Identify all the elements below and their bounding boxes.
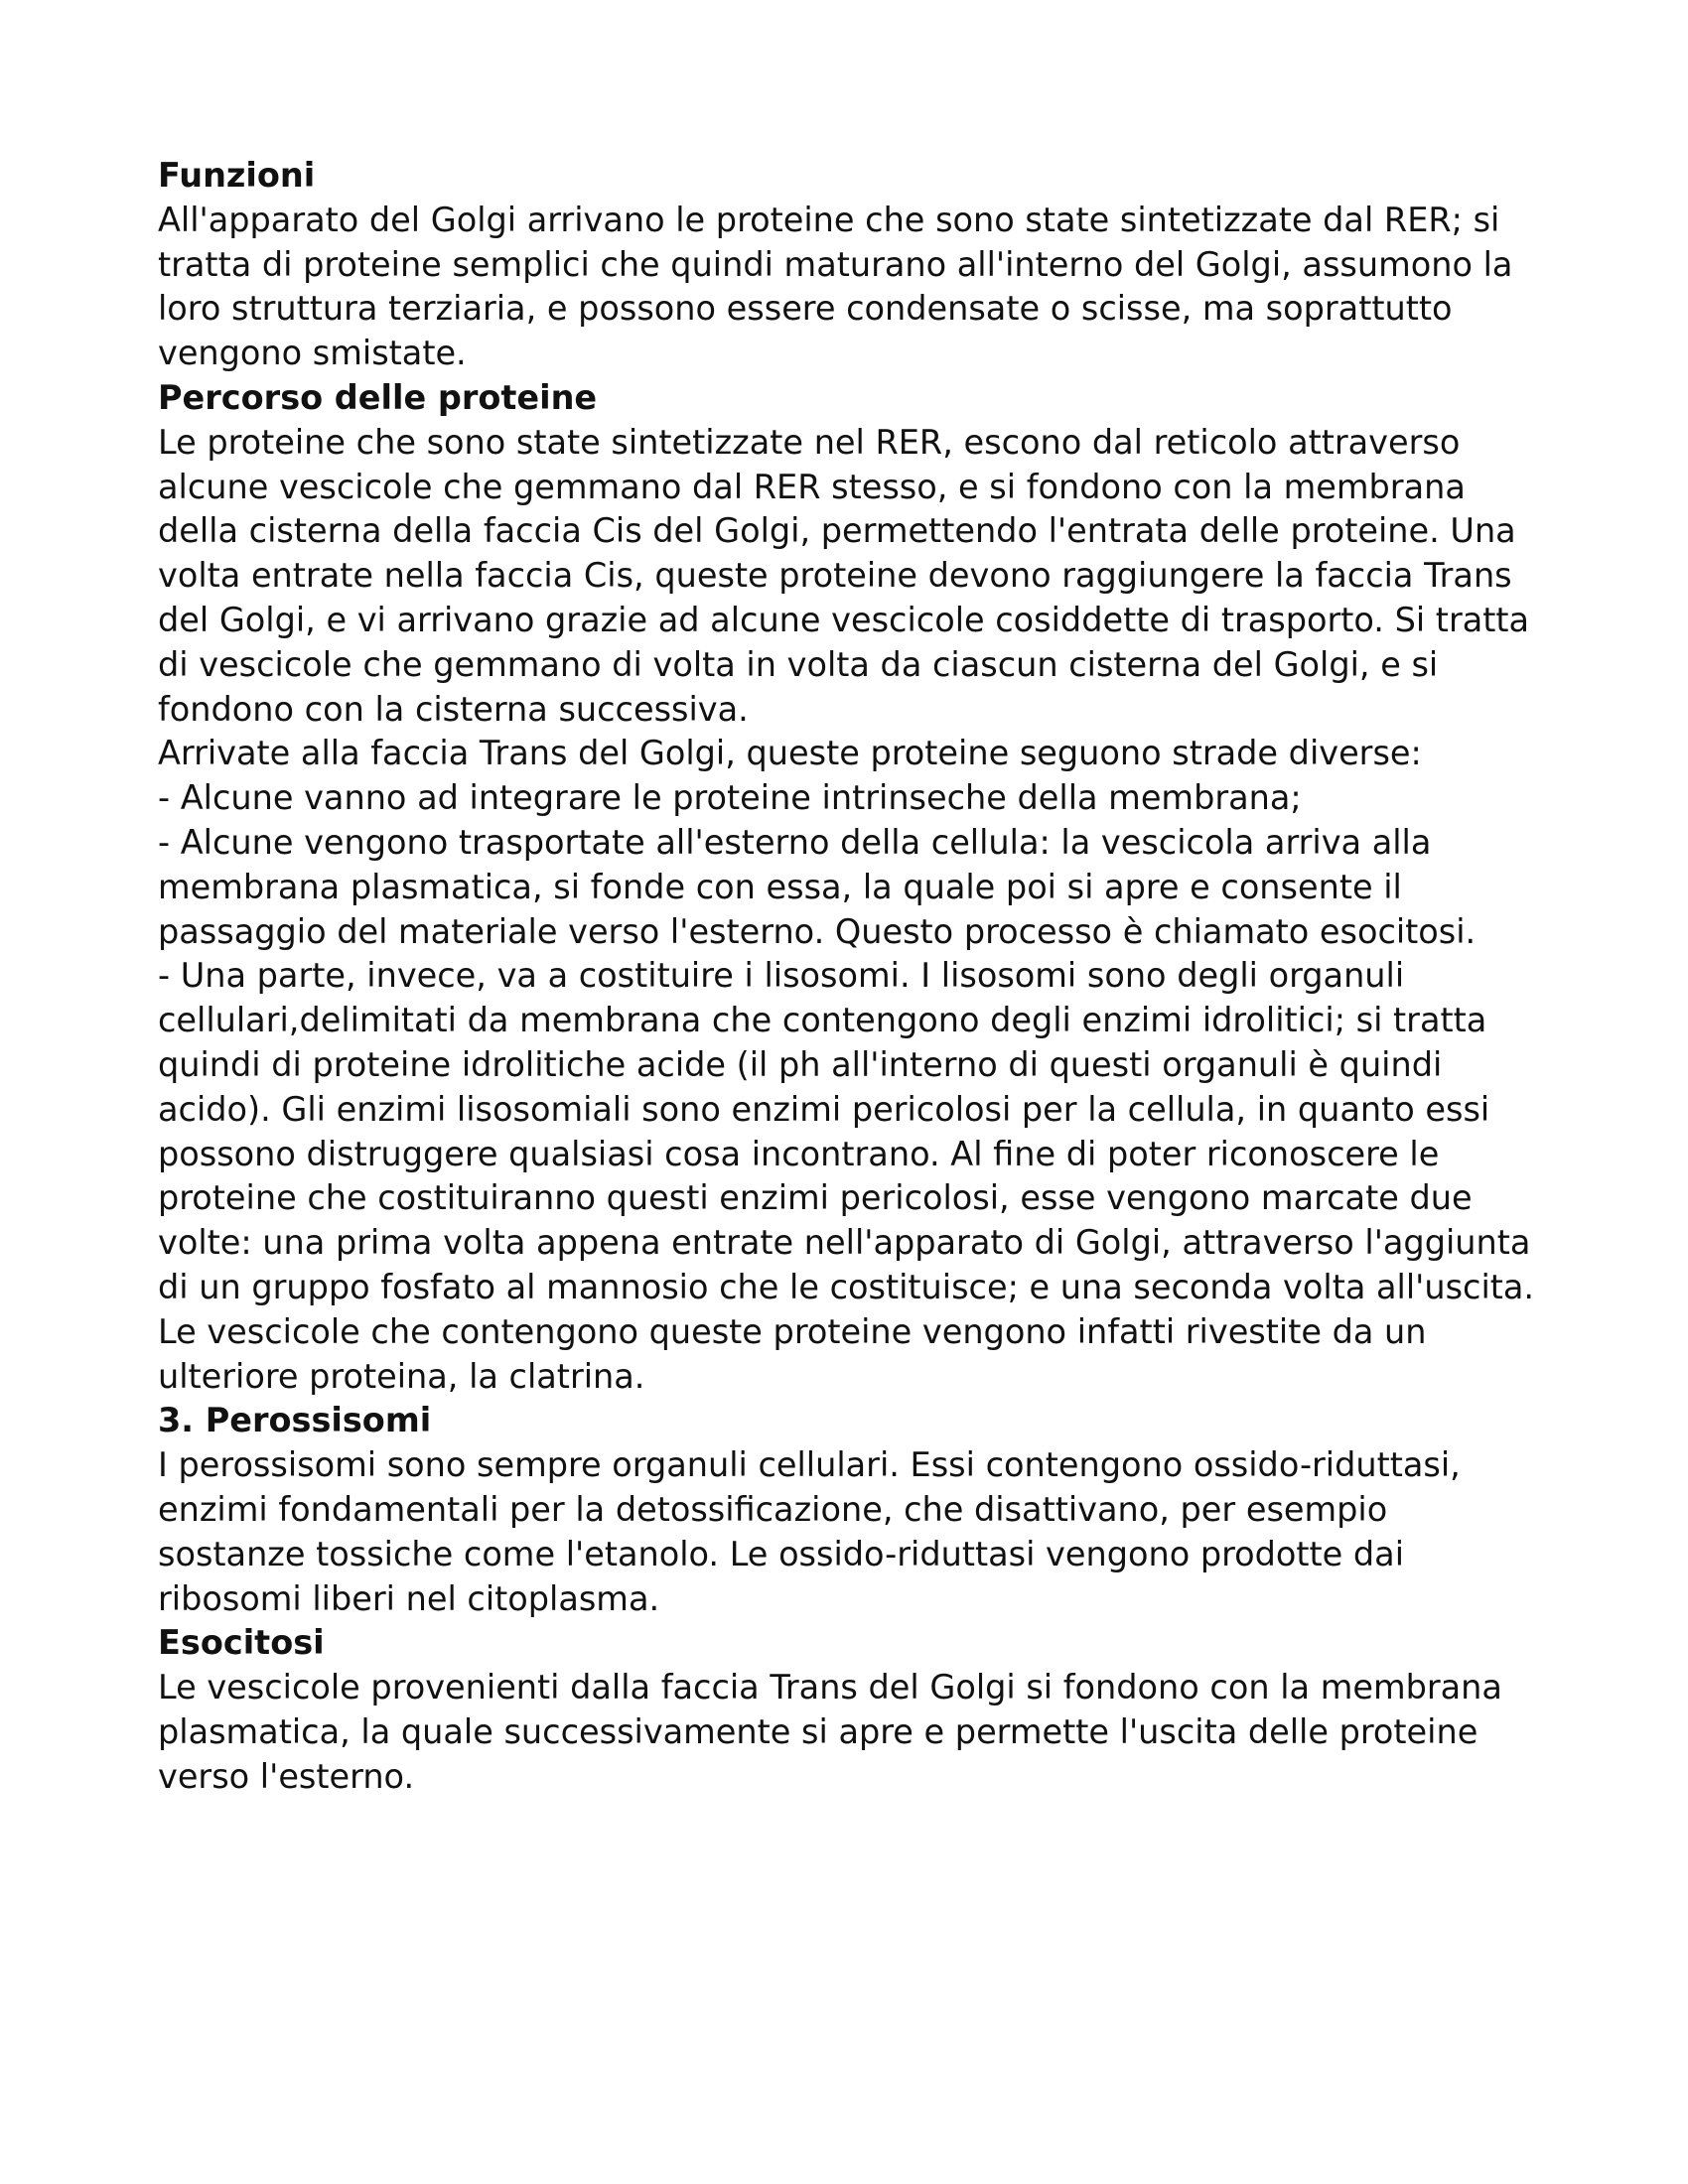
section-heading: 3. Perossisomi <box>158 1401 432 1440</box>
text-line: verso l'esterno. <box>158 1756 415 1796</box>
text-line: possono distruggere qualsiasi cosa incontrano. Al fine di poter riconoscere le <box>158 1134 1440 1173</box>
text-line: - Alcune vanno ad integrare le proteine intrinseche della membrana; <box>158 778 1302 818</box>
text-line: - Una parte, invece, va a costituire i lisosomi. I lisosomi sono degli organuli <box>158 956 1405 996</box>
text-line: di un gruppo fosfato al mannosio che le costituisce; e una seconda volta all'uscita. <box>158 1267 1535 1306</box>
text-line: quindi di proteine idrolitiche acide (il ph all'interno di questi organuli è quindi <box>158 1044 1443 1084</box>
document-page <box>158 154 1568 1799</box>
section-heading: Esocitosi <box>158 1623 325 1663</box>
text-line: ribosomi liberi nel citoplasma. <box>158 1578 660 1618</box>
text-line: Arrivate alla faccia Trans del Golgi, queste proteine seguono strade diverse: <box>158 734 1422 773</box>
text-line: acido). Gli enzimi lisosomiali sono enzimi pericolosi per la cellula, in quanto essi <box>158 1089 1490 1129</box>
text-line: volta entrate nella faccia Cis, queste proteine devono raggiungere la faccia Trans <box>158 556 1512 596</box>
section-heading: Percorso delle proteine <box>158 377 598 417</box>
text-line: loro struttura terziaria, e possono essere condensate o scisse, ma soprattutto <box>158 289 1453 329</box>
text-line: ulteriore proteina, la clatrina. <box>158 1356 645 1396</box>
text-line: Le proteine che sono state sintetizzate nel RER, escono dal reticolo attraverso <box>158 422 1461 462</box>
text-line: tratta di proteine semplici che quindi maturano all'interno del Golgi, assumono la <box>158 244 1513 284</box>
section-heading: Funzioni <box>158 156 316 195</box>
text-line: I perossisomi sono sempre organuli cellulari. Essi contengono ossido-riduttasi, <box>158 1445 1461 1485</box>
text-line: proteine che costituiranno questi enzimi pericolosi, esse vengono marcate due <box>158 1178 1473 1218</box>
text-line: passaggio del materiale verso l'esterno. Questo processo è chiamato esocitosi. <box>158 911 1477 951</box>
text-line: del Golgi, e vi arrivano grazie ad alcune vescicole cosiddette di trasporto. Si tratta <box>158 600 1530 639</box>
text-line: fondono con la cisterna successiva. <box>158 689 749 729</box>
text-line: enzimi fondamentali per la detossificazione, che disattivano, per esempio <box>158 1489 1388 1529</box>
text-line: sostanze tossiche come l'etanolo. Le ossido-riduttasi vengono prodotte dai <box>158 1534 1405 1573</box>
text-line: cellulari,delimitati da membrana che contengono degli enzimi idrolitici; si tratta <box>158 1001 1487 1040</box>
text-line: All'apparato del Golgi arrivano le proteine che sono state sintetizzate dal RER; si <box>158 200 1500 239</box>
text-line: Le vescicole che contengono queste proteine vengono infatti rivestite da un <box>158 1311 1427 1351</box>
text-line: membrana plasmatica, si fonde con essa, la quale poi si apre e consente il <box>158 867 1402 906</box>
text-line: alcune vescicole che gemmano dal RER stesso, e si fondono con la membrana <box>158 467 1466 506</box>
text-line: plasmatica, la quale successivamente si apre e permette l'uscita delle proteine <box>158 1711 1478 1751</box>
text-line: volte: una prima volta appena entrate nell'apparato di Golgi, attraverso l'aggiunta <box>158 1223 1531 1263</box>
text-line: di vescicole che gemmano di volta in volta da ciascun cisterna del Golgi, e si <box>158 644 1439 684</box>
text-line: - Alcune vengono trasportate all'esterno della cellula: la vescicola arriva alla <box>158 822 1432 862</box>
text-line: vengono smistate. <box>158 334 467 373</box>
text-line: della cisterna della faccia Cis del Golgi, permettendo l'entrata delle proteine. Una <box>158 511 1516 551</box>
text-line: Le vescicole provenienti dalla faccia Trans del Golgi si fondono con la membrana <box>158 1668 1502 1707</box>
